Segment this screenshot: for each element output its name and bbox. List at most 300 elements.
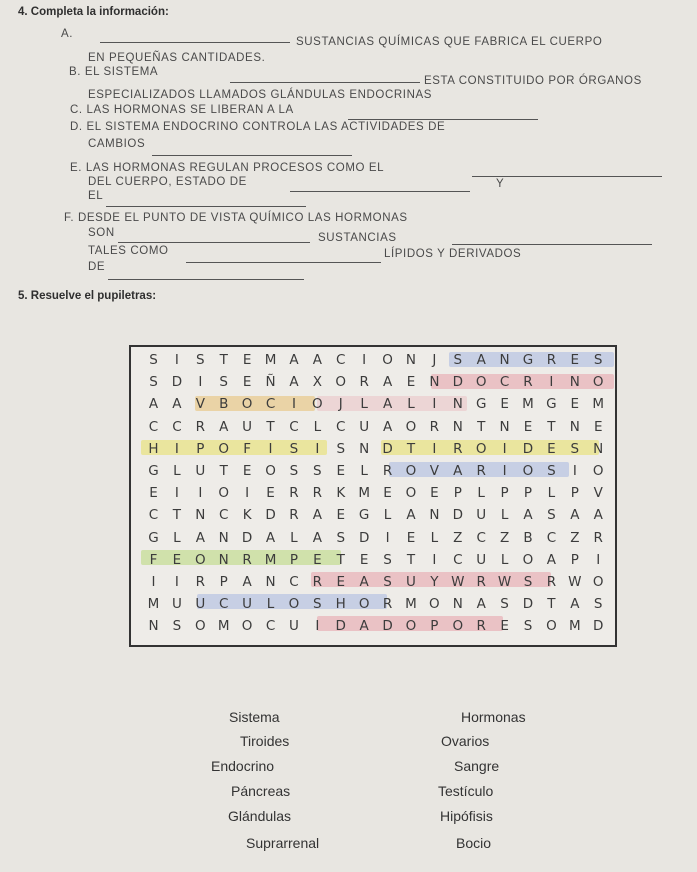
grid-letter[interactable]: S xyxy=(313,596,322,613)
grid-letter[interactable]: P xyxy=(289,551,299,568)
grid-letter[interactable]: D xyxy=(452,507,463,524)
grid-letter[interactable]: A xyxy=(359,574,369,590)
grid-letter[interactable]: L xyxy=(547,485,556,502)
grid-letter[interactable]: O xyxy=(218,440,230,457)
grid-letter[interactable]: I xyxy=(432,440,437,457)
grid-letter[interactable]: O xyxy=(522,463,534,479)
grid-letter[interactable]: G xyxy=(148,529,159,546)
grid-letter[interactable]: A xyxy=(453,463,463,479)
grid-letter[interactable]: I xyxy=(432,396,437,413)
grid-letter[interactable]: E xyxy=(570,352,580,368)
grid-letter[interactable]: G xyxy=(148,463,159,479)
grid-letter[interactable]: E xyxy=(242,374,252,391)
grid-letter[interactable]: I xyxy=(151,574,156,590)
grid-letter[interactable]: M xyxy=(264,551,277,568)
grid-letter[interactable]: C xyxy=(289,574,299,590)
grid-letter[interactable]: N xyxy=(265,574,276,590)
grid-letter[interactable]: D xyxy=(241,529,253,546)
grid-letter[interactable]: S xyxy=(172,618,182,635)
grid-letter[interactable]: Z xyxy=(499,529,510,546)
item-f-line2b: SUSTANCIAS xyxy=(318,232,397,244)
grid-letter[interactable]: P xyxy=(430,618,439,635)
grid-letter[interactable]: C xyxy=(265,396,276,413)
grid-letter[interactable]: I xyxy=(174,440,179,457)
grid-letter[interactable]: H xyxy=(148,440,159,457)
item-d-line2: CAMBIOS xyxy=(88,138,146,150)
grid-letter[interactable]: C xyxy=(289,418,299,435)
blank-e1[interactable] xyxy=(472,176,662,177)
grid-letter[interactable]: D xyxy=(358,529,370,546)
grid-letter[interactable]: N xyxy=(499,418,510,435)
grid-letter[interactable]: E xyxy=(570,396,580,413)
grid-letter[interactable]: P xyxy=(570,551,579,568)
grid-letter[interactable]: I xyxy=(198,374,203,391)
grid-row xyxy=(131,460,615,482)
grid-letter[interactable]: C xyxy=(476,529,486,546)
grid-letter[interactable]: I xyxy=(502,440,507,457)
grid-letter[interactable]: T xyxy=(172,507,182,524)
grid-letter[interactable]: R xyxy=(242,551,252,568)
item-e-line2: DEL CUERPO, ESTADO DE xyxy=(88,176,247,188)
grid-letter[interactable]: U xyxy=(476,551,487,568)
grid-letter[interactable]: E xyxy=(149,485,158,502)
grid-letter[interactable]: C xyxy=(219,507,229,524)
grid-letter[interactable]: O xyxy=(241,396,253,413)
blank-f1[interactable] xyxy=(118,242,310,243)
grid-letter[interactable]: A xyxy=(312,507,322,524)
grid-letter[interactable]: P xyxy=(570,485,579,502)
grid-letter[interactable]: A xyxy=(382,374,393,391)
grid-row xyxy=(131,371,615,393)
grid-letter[interactable]: O xyxy=(592,574,604,590)
grid-letter[interactable]: W xyxy=(497,574,512,590)
grid-letter[interactable]: O xyxy=(265,463,276,479)
grid-letter[interactable]: I xyxy=(174,352,179,368)
grid-letter[interactable]: U xyxy=(406,574,416,590)
grid-letter[interactable]: L xyxy=(360,396,368,413)
grid-letter[interactable]: C xyxy=(546,529,557,546)
grid-letter[interactable]: R xyxy=(312,574,323,590)
grid-letter[interactable]: L xyxy=(407,396,415,413)
grid-letter[interactable]: L xyxy=(173,463,181,479)
item-a-line1: SUSTANCIAS QUÍMICAS QUE FABRICA EL CUERPO xyxy=(296,36,603,48)
item-f-line2: SON xyxy=(88,227,115,239)
grid-letter[interactable]: K xyxy=(242,507,252,524)
grid-letter[interactable]: A xyxy=(382,418,393,435)
grid-letter[interactable]: G xyxy=(475,396,487,413)
grid-letter[interactable]: R xyxy=(593,529,603,546)
grid-letter[interactable]: L xyxy=(266,596,275,613)
grid-letter[interactable]: U xyxy=(476,507,487,524)
grid-letter[interactable]: S xyxy=(593,352,603,368)
grid-letter[interactable]: T xyxy=(547,418,556,435)
grid-letter[interactable]: E xyxy=(313,551,322,568)
grid-letter[interactable]: W xyxy=(451,574,465,590)
grid-letter[interactable]: O xyxy=(405,618,417,635)
grid-letter[interactable]: R xyxy=(546,352,557,368)
grid-letter[interactable]: S xyxy=(523,574,533,590)
grid-letter[interactable]: O xyxy=(405,485,417,502)
grid-letter[interactable]: S xyxy=(149,374,158,391)
grid-letter[interactable]: O xyxy=(429,596,440,613)
grid-letter[interactable]: O xyxy=(335,374,347,391)
grid-letter[interactable]: S xyxy=(289,440,299,457)
grid-letter[interactable]: L xyxy=(290,529,298,546)
grid-letter[interactable]: C xyxy=(172,418,182,435)
grid-letter[interactable]: I xyxy=(245,485,250,502)
grid-letter[interactable]: L xyxy=(360,463,368,479)
grid-letter[interactable]: O xyxy=(288,596,300,613)
grid-letter[interactable]: M xyxy=(568,618,581,635)
grid-letter[interactable]: C xyxy=(148,507,159,524)
grid-letter[interactable]: U xyxy=(359,418,370,435)
grid-letter[interactable]: U xyxy=(288,618,299,635)
grid-letter[interactable]: E xyxy=(242,352,252,368)
grid-letter[interactable]: D xyxy=(593,618,604,635)
grid-letter[interactable]: I xyxy=(268,440,273,457)
grid-letter[interactable]: U xyxy=(171,596,182,613)
grid-letter[interactable]: I xyxy=(174,574,179,590)
grid-letter[interactable]: E xyxy=(500,396,509,413)
grid-letter[interactable]: S xyxy=(500,596,509,613)
grid-letter[interactable]: M xyxy=(147,596,160,613)
word-suprarrenal: Suprarrenal xyxy=(246,835,320,851)
grid-letter[interactable]: R xyxy=(289,485,299,502)
word-testiculo: Testículo xyxy=(438,783,494,799)
grid-letter[interactable]: N xyxy=(429,374,440,391)
grid-letter[interactable]: P xyxy=(453,485,462,502)
blank-c[interactable] xyxy=(348,119,538,120)
grid-letter[interactable]: L xyxy=(477,485,485,502)
blank-e3[interactable] xyxy=(106,206,306,207)
grid-letter[interactable]: O xyxy=(194,618,206,635)
grid-letter[interactable]: A xyxy=(359,618,369,635)
grid-letter[interactable]: N xyxy=(593,440,604,457)
grid-letter[interactable]: A xyxy=(382,396,393,413)
word-hormonas: Hormonas xyxy=(461,709,526,725)
grid-letter[interactable]: L xyxy=(173,529,181,546)
section4-title: 4. Completa la información: xyxy=(18,6,169,18)
grid-letter[interactable]: R xyxy=(476,574,486,590)
grid-letter[interactable]: D xyxy=(382,440,393,457)
grid-letter[interactable]: A xyxy=(148,396,159,413)
grid-row xyxy=(131,482,615,504)
grid-letter[interactable]: J xyxy=(432,352,437,368)
grid-letter[interactable]: D xyxy=(335,618,346,635)
grid-letter[interactable]: Y xyxy=(430,574,439,590)
grid-letter[interactable]: A xyxy=(406,507,416,524)
grid-letter[interactable]: R xyxy=(195,418,205,435)
grid-letter[interactable]: T xyxy=(219,352,228,368)
grid-letter[interactable]: O xyxy=(475,440,487,457)
grid-letter[interactable]: N xyxy=(359,440,370,457)
grid-letter[interactable]: O xyxy=(405,463,417,479)
grid-letter[interactable]: O xyxy=(382,352,393,368)
grid-letter[interactable]: O xyxy=(358,596,370,613)
grid-letter[interactable]: M xyxy=(217,618,230,635)
grid-letter[interactable]: R xyxy=(453,440,463,457)
grid-letter[interactable]: A xyxy=(523,507,533,524)
grid-letter[interactable]: O xyxy=(405,418,417,435)
grid-letter[interactable]: A xyxy=(476,352,486,368)
grid-letter[interactable]: O xyxy=(592,374,604,391)
grid-letter[interactable]: G xyxy=(522,352,534,368)
grid-letter[interactable]: T xyxy=(406,551,416,568)
grid-letter[interactable]: C xyxy=(148,418,159,435)
grid-letter[interactable]: Z xyxy=(453,529,463,546)
grid-letter[interactable]: I xyxy=(291,396,296,413)
grid-letter[interactable]: C xyxy=(453,551,463,568)
grid-letter[interactable]: T xyxy=(266,418,275,435)
grid-letter[interactable]: D xyxy=(452,374,463,391)
grid-letter[interactable]: R xyxy=(359,374,369,391)
grid-letter[interactable]: T xyxy=(336,551,345,568)
grid-letter[interactable]: T xyxy=(547,596,556,613)
grid-letter[interactable]: D xyxy=(522,596,534,613)
grid-letter[interactable]: H xyxy=(335,596,346,613)
grid-letter[interactable]: E xyxy=(336,463,346,479)
grid-letter[interactable]: E xyxy=(383,485,392,502)
grid-letter[interactable]: N xyxy=(195,507,206,524)
grid-letter[interactable]: L xyxy=(383,507,392,524)
grid-letter[interactable]: C xyxy=(336,418,346,435)
grid-letter[interactable]: U xyxy=(242,418,253,435)
grid-row xyxy=(131,571,615,593)
grid-letter[interactable]: C xyxy=(265,618,276,635)
grid-letter[interactable]: N xyxy=(405,352,417,368)
grid-letter[interactable]: O xyxy=(475,374,487,391)
grid-letter[interactable]: A xyxy=(195,529,205,546)
grid-letter[interactable]: E xyxy=(242,463,252,479)
section5-title: 5. Resuelve el pupiletras: xyxy=(18,290,157,302)
grid-letter[interactable]: I xyxy=(432,551,437,568)
grid-letter[interactable]: N xyxy=(148,618,159,635)
grid-letter[interactable]: C xyxy=(219,596,229,613)
grid-letter[interactable]: E xyxy=(593,418,603,435)
grid-letter[interactable]: S xyxy=(547,463,556,479)
grid-letter[interactable]: L xyxy=(313,418,322,435)
blank-f2[interactable] xyxy=(452,244,652,245)
grid-letter[interactable]: S xyxy=(593,596,603,613)
grid-letter[interactable]: A xyxy=(172,396,182,413)
grid-letter[interactable]: D xyxy=(382,618,393,635)
grid-letter[interactable]: A xyxy=(570,507,580,524)
grid-letter[interactable]: E xyxy=(547,440,556,457)
grid-letter[interactable]: O xyxy=(522,551,534,568)
item-e-line3: EL xyxy=(88,190,104,202)
grid-letter[interactable]: I xyxy=(385,529,390,546)
blank-f3[interactable] xyxy=(186,262,381,263)
grid-letter[interactable]: R xyxy=(195,574,205,590)
word-search-grid xyxy=(129,345,617,647)
grid-letter[interactable]: V xyxy=(195,396,205,413)
item-b-line2: ESPECIALIZADOS LLAMADOS GLÁNDULAS ENDOCRINAS xyxy=(88,89,433,101)
grid-letter[interactable]: A xyxy=(476,596,486,613)
grid-letter[interactable]: O xyxy=(194,551,206,568)
grid-letter[interactable]: M xyxy=(592,396,605,413)
grid-letter[interactable]: M xyxy=(358,485,370,502)
grid-letter[interactable]: J xyxy=(338,396,343,413)
grid-letter[interactable]: I xyxy=(315,440,320,457)
grid-letter[interactable]: K xyxy=(336,485,346,502)
grid-letter[interactable]: E xyxy=(430,485,439,502)
grid-letter[interactable]: A xyxy=(265,529,276,546)
grid-letter[interactable]: E xyxy=(406,374,416,391)
grid-letter[interactable]: B xyxy=(219,396,229,413)
grid-letter[interactable]: S xyxy=(313,463,322,479)
grid-letter[interactable]: P xyxy=(500,485,509,502)
grid-row xyxy=(131,527,615,549)
grid-letter[interactable]: P xyxy=(219,574,228,590)
item-f-line1: F. DESDE EL PUNTO DE VISTA QUÍMICO LAS HORMONAS xyxy=(64,212,408,224)
grid-letter[interactable]: G xyxy=(546,396,557,413)
grid-letter[interactable]: W xyxy=(568,574,582,590)
grid-letter[interactable]: R xyxy=(289,507,299,524)
grid-letter[interactable]: B xyxy=(523,529,533,546)
grid-letter[interactable]: A xyxy=(593,507,603,524)
grid-letter[interactable]: Ñ xyxy=(265,374,276,391)
grid-letter[interactable]: S xyxy=(383,574,392,590)
grid-letter[interactable]: O xyxy=(218,485,230,502)
grid-letter[interactable]: E xyxy=(500,618,509,635)
grid-letter[interactable]: R xyxy=(476,618,486,635)
grid-letter[interactable]: S xyxy=(149,352,158,368)
item-b-line1b: ESTA CONSTITUIDO POR ÓRGANOS xyxy=(424,75,642,87)
grid-letter[interactable]: S xyxy=(523,618,533,635)
grid-letter[interactable]: R xyxy=(429,418,440,435)
grid-letter[interactable]: A xyxy=(289,352,299,368)
grid-letter[interactable]: S xyxy=(336,529,346,546)
grid-letter[interactable]: R xyxy=(312,485,323,502)
grid-letter[interactable]: N xyxy=(569,418,580,435)
grid-letter[interactable]: D xyxy=(171,374,183,391)
grid-letter[interactable]: I xyxy=(198,485,203,502)
grid-letter[interactable]: A xyxy=(546,551,557,568)
grid-letter[interactable]: D xyxy=(522,440,534,457)
grid-letter[interactable]: E xyxy=(406,529,416,546)
grid-letter[interactable]: I xyxy=(549,374,554,391)
grid-letter[interactable]: O xyxy=(592,463,604,479)
grid-letter[interactable]: O xyxy=(241,618,253,635)
grid-letter[interactable]: A xyxy=(242,574,252,590)
grid-letter[interactable]: V xyxy=(429,463,439,479)
item-c-line1: C. LAS HORMONAS SE LIBERAN A LA xyxy=(70,104,294,116)
grid-letter[interactable]: E xyxy=(266,485,275,502)
grid-letter[interactable]: F xyxy=(149,551,158,568)
grid-letter[interactable]: T xyxy=(219,463,228,479)
grid-letter[interactable]: T xyxy=(406,440,416,457)
grid-letter[interactable]: I xyxy=(315,618,320,635)
grid-letter[interactable]: A xyxy=(219,418,229,435)
grid-letter[interactable]: A xyxy=(312,529,322,546)
grid-letter[interactable]: S xyxy=(219,374,228,391)
grid-letter[interactable]: R xyxy=(546,574,557,590)
grid-letter[interactable]: U xyxy=(195,463,206,479)
grid-letter[interactable]: S xyxy=(336,440,346,457)
grid-letter[interactable]: L xyxy=(500,507,509,524)
item-e-line1: E. LAS HORMONAS REGULAN PROCESOS COMO EL xyxy=(70,162,385,174)
grid-letter[interactable]: M xyxy=(405,596,417,613)
grid-letter[interactable]: E xyxy=(523,418,533,435)
grid-letter[interactable]: R xyxy=(382,463,393,479)
grid-letter[interactable]: N xyxy=(429,507,440,524)
grid-letter[interactable]: I xyxy=(174,485,179,502)
grid-letter[interactable]: S xyxy=(570,440,580,457)
grid-letter[interactable]: A xyxy=(289,374,299,391)
grid-letter[interactable]: R xyxy=(476,463,486,479)
grid-letter[interactable]: N xyxy=(452,596,463,613)
grid-row xyxy=(131,549,615,571)
item-b-line1: B. EL SISTEMA xyxy=(69,66,159,78)
grid-letter[interactable]: Z xyxy=(570,529,580,546)
word-hipofisis: Hipófisis xyxy=(440,808,493,824)
grid-letter[interactable]: I xyxy=(502,463,507,479)
grid-letter[interactable]: I xyxy=(362,352,367,368)
item-e-line2b: Y xyxy=(496,178,505,190)
grid-letter[interactable]: S xyxy=(196,352,205,368)
grid-letter[interactable]: R xyxy=(523,374,533,391)
grid-letter[interactable]: E xyxy=(336,507,346,524)
grid-letter[interactable]: U xyxy=(242,596,253,613)
grid-letter[interactable]: D xyxy=(265,507,276,524)
grid-letter[interactable]: E xyxy=(172,551,182,568)
grid-letter[interactable]: O xyxy=(452,618,464,635)
grid-letter[interactable]: S xyxy=(383,551,392,568)
grid-letter[interactable]: M xyxy=(522,396,534,413)
grid-letter[interactable]: E xyxy=(336,574,346,590)
grid-letter[interactable]: R xyxy=(382,596,393,613)
grid-letter[interactable]: I xyxy=(596,551,601,568)
grid-letter[interactable]: E xyxy=(359,551,369,568)
word-pancreas: Páncreas xyxy=(231,783,291,799)
grid-letter[interactable]: N xyxy=(452,396,463,413)
grid-letter[interactable]: L xyxy=(500,551,509,568)
grid-letter[interactable]: P xyxy=(523,485,533,502)
grid-letter[interactable]: F xyxy=(243,440,251,457)
blank-e2[interactable] xyxy=(290,191,470,192)
grid-letter[interactable]: S xyxy=(289,463,299,479)
grid-letter[interactable]: S xyxy=(547,507,556,524)
grid-letter[interactable]: T xyxy=(477,418,486,435)
grid-letter[interactable]: N xyxy=(569,374,580,391)
grid-letter[interactable]: V xyxy=(593,485,603,502)
grid-letter[interactable]: N xyxy=(452,418,463,435)
grid-letter[interactable]: O xyxy=(546,618,557,635)
blank-b[interactable] xyxy=(230,82,420,83)
grid-letter[interactable]: M xyxy=(264,352,277,368)
grid-letter[interactable]: X xyxy=(312,374,322,391)
grid-letter[interactable]: P xyxy=(196,440,205,457)
grid-letter[interactable]: A xyxy=(312,352,322,368)
blank-a[interactable] xyxy=(100,42,290,43)
grid-letter[interactable]: U xyxy=(195,596,206,613)
grid-letter[interactable]: N xyxy=(218,551,229,568)
grid-letter[interactable]: I xyxy=(572,463,577,479)
grid-letter[interactable]: L xyxy=(430,529,439,546)
grid-letter[interactable]: A xyxy=(570,596,580,613)
grid-letter[interactable]: C xyxy=(336,352,346,368)
word-glandulas: Glándulas xyxy=(228,808,292,824)
grid-letter[interactable]: N xyxy=(499,352,510,368)
grid-letter[interactable]: S xyxy=(453,352,463,368)
grid-letter[interactable]: G xyxy=(358,507,370,524)
blank-f4[interactable] xyxy=(108,279,304,280)
grid-letter[interactable]: N xyxy=(218,529,229,546)
item-f-line3: TALES COMO xyxy=(88,245,169,257)
grid-letter[interactable]: C xyxy=(499,374,510,391)
blank-d[interactable] xyxy=(152,155,352,156)
grid-letter[interactable]: O xyxy=(312,396,323,413)
